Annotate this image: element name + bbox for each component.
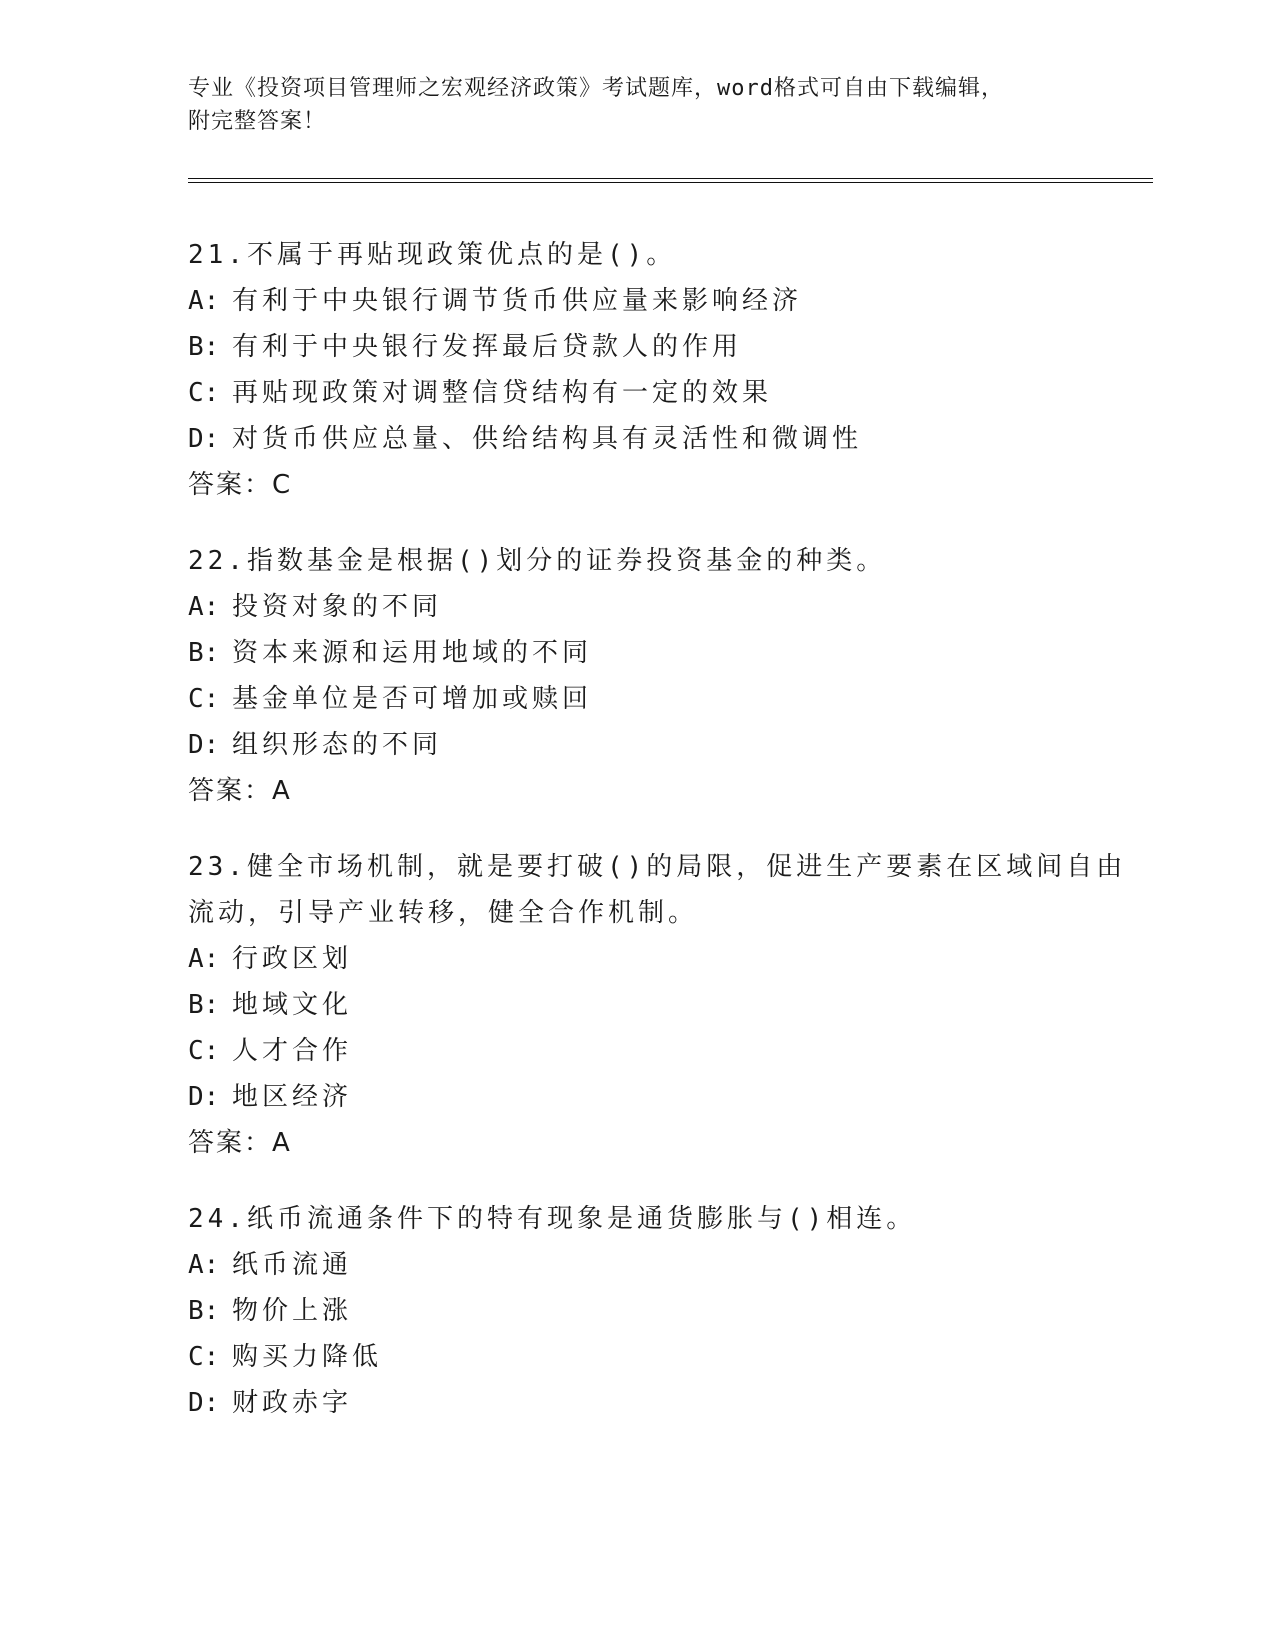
option-d [188,1074,1153,1120]
header-line-1: 专业《投资项目管理师之宏观经济政策》考试题库，word格式可自由下载编辑， [188,76,1004,101]
option-b [188,630,1153,676]
option-letter: D: [188,424,220,454]
option-letter: D: [188,1388,220,1418]
option-a [188,584,1153,630]
option-b [188,324,1153,370]
option-text: 再贴现政策对调整信贷结构有一定的效果 [232,378,773,408]
option-text: 纸币流通 [232,1250,353,1280]
option-b [188,982,1153,1028]
option-text: 投资对象的不同 [232,592,443,622]
option-text: 购买力降低 [232,1342,383,1372]
header-divider-top [188,178,1153,179]
question-list [188,232,1153,1456]
option-letter: A: [188,592,220,622]
option-text: 人才合作 [232,1036,353,1066]
document-header [188,72,1088,138]
option-letter: C: [188,1342,220,1372]
option-c [188,1334,1153,1380]
option-letter: C: [188,1036,220,1066]
option-text: 基金单位是否可增加或赎回 [232,684,593,714]
option-text: 物价上涨 [232,1296,353,1326]
answer-text: 答案：C [188,470,293,500]
header-line-2: 附完整答案！ [188,109,327,134]
option-d [188,1380,1153,1426]
question-item [188,538,1153,814]
option-letter: B: [188,1296,220,1326]
option-d [188,722,1153,768]
option-letter: A: [188,286,220,316]
question-stem [188,1196,1153,1242]
option-letter: C: [188,684,220,714]
header-divider-bottom [188,182,1153,183]
option-text: 地域文化 [232,990,353,1020]
question-item [188,844,1153,1166]
option-text: 组织形态的不同 [232,730,443,760]
option-a [188,278,1153,324]
question-item [188,1196,1153,1426]
option-text: 有利于中央银行调节货币供应量来影响经济 [232,286,803,316]
question-stem-line: 流动，引导产业转移，健全合作机制。 [188,898,699,928]
option-a [188,936,1153,982]
option-text: 对货币供应总量、供给结构具有灵活性和微调性 [232,424,863,454]
option-a [188,1242,1153,1288]
option-d [188,416,1153,462]
option-c [188,1028,1153,1074]
question-stem-line: 23.健全市场机制，就是要打破()的局限，促进生产要素在区域间自由 [188,852,1127,882]
question-stem [188,844,1153,936]
option-letter: D: [188,1082,220,1112]
option-letter: A: [188,944,220,974]
option-text: 财政赤字 [232,1388,353,1418]
option-text: 行政区划 [232,944,353,974]
option-letter: B: [188,990,220,1020]
option-b [188,1288,1153,1334]
option-letter: B: [188,638,220,668]
option-letter: D: [188,730,220,760]
option-letter: C: [188,378,220,408]
option-letter: A: [188,1250,220,1280]
option-text: 有利于中央银行发挥最后贷款人的作用 [232,332,743,362]
question-stem-line: 21.不属于再贴现政策优点的是()。 [188,240,677,270]
option-text: 资本来源和运用地域的不同 [232,638,593,668]
question-item [188,232,1153,508]
question-stem [188,538,1153,584]
question-stem-line: 22.指数基金是根据()划分的证券投资基金的种类。 [188,546,887,576]
option-c [188,370,1153,416]
answer-text: 答案：A [188,776,292,806]
question-stem-line: 24.纸币流通条件下的特有现象是通货膨胀与()相连。 [188,1204,917,1234]
option-letter: B: [188,332,220,362]
answer-text: 答案：A [188,1128,292,1158]
question-stem [188,232,1153,278]
option-text: 地区经济 [232,1082,353,1112]
option-c [188,676,1153,722]
